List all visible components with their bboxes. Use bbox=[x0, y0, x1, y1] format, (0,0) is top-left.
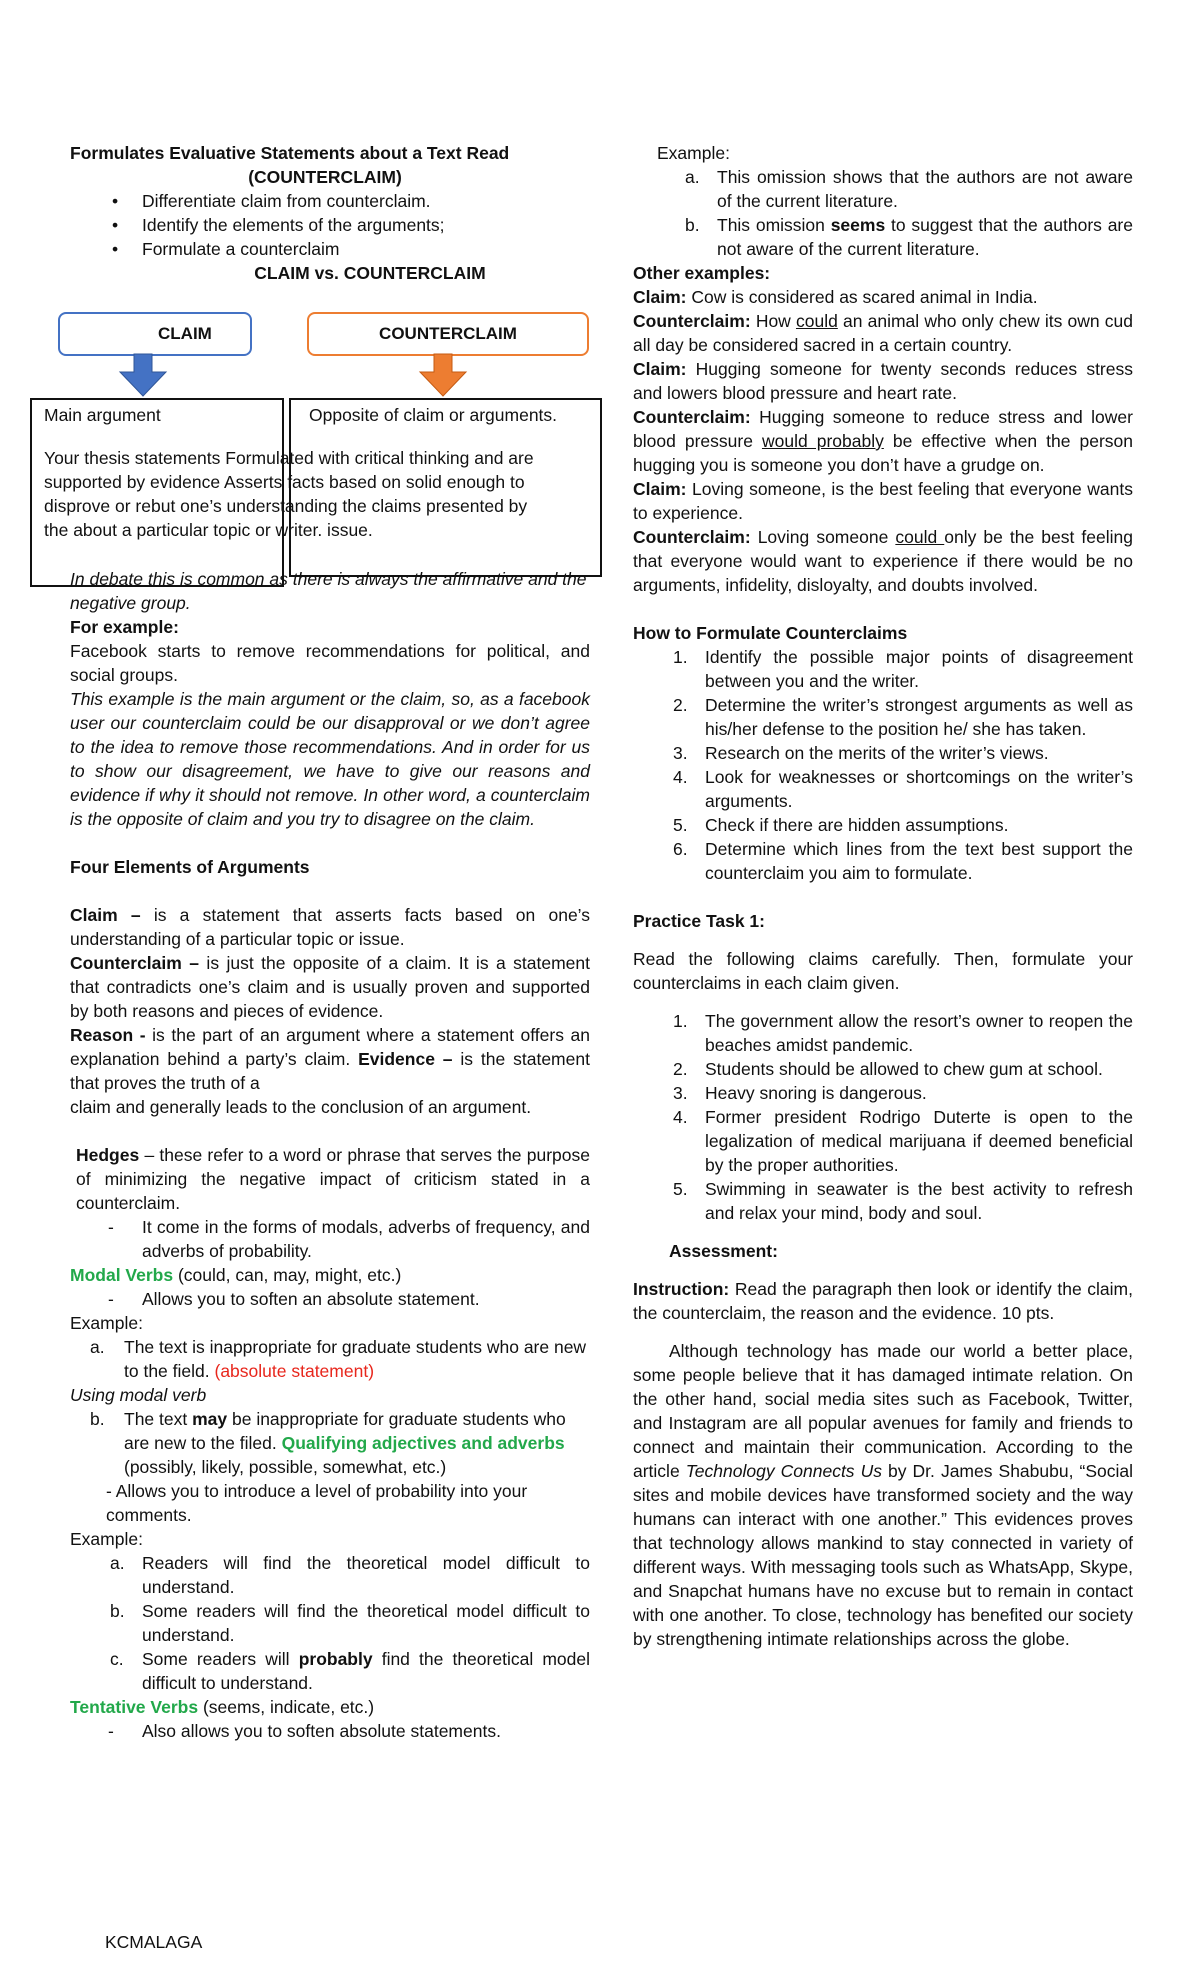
for-example-label: For example: bbox=[70, 617, 179, 637]
readers-example-item bbox=[70, 1647, 590, 1695]
example-pair bbox=[633, 525, 1133, 597]
using-modal: Using modal verb bbox=[70, 1385, 207, 1405]
how-step-text: Look for weaknesses or shortcomings on the writer’s arguments. bbox=[705, 767, 1133, 811]
example-pair bbox=[633, 357, 1133, 405]
assessment-paragraph bbox=[633, 1339, 1133, 1651]
example-label: Example: bbox=[70, 1313, 143, 1333]
pair-text: Hugging someone for twenty seconds reduces stress and lowers blood pressure and heart rate. bbox=[633, 359, 1133, 403]
how-step-text: Determine the writer’s strongest arguments as well as his/her defense to the position he/ she has taken. bbox=[705, 695, 1133, 739]
left-column-body bbox=[70, 567, 590, 1743]
how-step-number: 1. bbox=[673, 647, 688, 667]
readers-examples bbox=[70, 1551, 590, 1695]
claim-def: is a statement that asserts facts based on one’s understanding of a particular topic or issue. bbox=[70, 905, 590, 949]
pair-label: Claim: bbox=[633, 359, 687, 379]
element-evidence-cont: claim and generally leads to the conclusion of an argument. bbox=[70, 1097, 532, 1117]
how-steps-list bbox=[633, 645, 1133, 885]
example-b bbox=[70, 1407, 590, 1479]
elements-heading: Four Elements of Arguments bbox=[70, 857, 310, 877]
diagram-subtitle: CLAIM vs. COUNTERCLAIM bbox=[254, 263, 486, 283]
tentative-examples: (seems, indicate, etc.) bbox=[198, 1697, 375, 1717]
pair-text-post: only be the best feeling that everyone would want to experience if there would be no arguments, infidelity, disloyalty, and doubts involved. bbox=[633, 527, 1133, 595]
claim-pill-label: CLAIM bbox=[158, 324, 212, 343]
main-argument-text: Main argument bbox=[44, 405, 161, 425]
readers-example-text: Readers will find the theoretical model difficult to understand. bbox=[142, 1553, 590, 1597]
how-step-text: Identify the possible major points of disagreement between you and the writer. bbox=[705, 647, 1133, 691]
example-b-marker: b. bbox=[90, 1409, 105, 1429]
hedges-definition bbox=[70, 1143, 590, 1215]
opposite-text: Opposite of claim or arguments. bbox=[309, 405, 558, 425]
example-a-text: The text is inappropriate for graduate students who are new to the field. bbox=[124, 1337, 587, 1381]
example-pair bbox=[633, 285, 1133, 309]
practice-item bbox=[633, 1081, 1133, 1105]
pair-underlined: could bbox=[795, 311, 838, 331]
objective-item: • Identify the elements of the arguments; bbox=[70, 213, 590, 237]
objective-item: • Differentiate claim from counterclaim. bbox=[70, 189, 590, 213]
absolute-statement: (absolute statement) bbox=[214, 1361, 375, 1381]
pair-text-post: be effective when the person hugging you is someone you don’t have a grudge on. bbox=[633, 431, 1133, 475]
how-step bbox=[633, 813, 1133, 837]
hedges-forms: - It come in the forms of modals, adverbs of frequency, and adverbs of probability. bbox=[70, 1215, 590, 1263]
readers-example-bold: probably bbox=[298, 1649, 373, 1669]
how-step bbox=[633, 645, 1133, 693]
omission-b-bold: seems bbox=[830, 215, 886, 235]
other-examples-heading: Other examples: bbox=[633, 263, 771, 283]
hedges-def: – these refer to a word or phrase that serves the purpose of minimizing the negative impact of criticism stated in a counterclaim. bbox=[76, 1145, 590, 1213]
counterclaim-down-arrow-icon bbox=[420, 354, 466, 396]
practice-item-text: Students should be allowed to chew gum at school. bbox=[705, 1059, 1103, 1079]
tentative-desc: - Also allows you to soften absolute statements. bbox=[70, 1719, 590, 1743]
element-claim bbox=[70, 903, 590, 951]
example-b-pre: The text bbox=[124, 1409, 193, 1429]
example-a-marker: a. bbox=[90, 1337, 105, 1357]
debate-note: In debate this is common as there is always the affirmative and the negative group. bbox=[70, 569, 587, 613]
how-step-text: Determine which lines from the text best support the counterclaim you aim to formulate. bbox=[705, 839, 1133, 883]
omission-a-marker: a. bbox=[685, 167, 700, 187]
example-pair bbox=[633, 309, 1133, 357]
practice-item-text: Former president Rodrigo Duterte is open to the legalization of medical marijuana if deemed beneficial by the proper authorities. bbox=[705, 1107, 1133, 1175]
readers-example-item bbox=[70, 1551, 590, 1599]
how-step bbox=[633, 765, 1133, 813]
footer-author: KCMALAGA bbox=[105, 1932, 203, 1952]
how-step bbox=[633, 693, 1133, 741]
readers-example-marker: c. bbox=[110, 1649, 124, 1669]
reason-term: Reason - bbox=[70, 1025, 146, 1045]
pair-underlined: could bbox=[895, 527, 945, 547]
evidence-term: Evidence – bbox=[358, 1049, 453, 1069]
claim-explanation: This example is the main argument or the claim, so, as a facebook user our counterclaim could be our disapproval or we don’t agree to the idea to remove those recommendations. And in order for us to show our disagreement, we have to give our reasons and evidence if why it should not remove. In other word, a counterclaim is the opposite of claim and you try to disagree on the claim. bbox=[70, 689, 590, 829]
practice-list bbox=[633, 1009, 1133, 1225]
reason-def: is the part of an argument where a statement offers an explanation behind a party’s claim. bbox=[70, 1025, 590, 1069]
example-b-post: be inappropriate for graduate students who are new to the filed. bbox=[124, 1409, 566, 1453]
readers-example-marker: a. bbox=[110, 1553, 125, 1573]
instruction-label: Instruction: bbox=[633, 1279, 730, 1299]
how-step-text: Research on the merits of the writer’s views. bbox=[705, 743, 1049, 763]
thesis-text bbox=[44, 446, 534, 542]
element-counterclaim bbox=[70, 951, 590, 1023]
pair-label: Counterclaim: bbox=[633, 311, 751, 331]
instruction bbox=[633, 1277, 1133, 1325]
pair-label: Claim: bbox=[633, 287, 687, 307]
hedges-term: Hedges bbox=[76, 1145, 140, 1165]
paragraph-pre: Although technology has made our world a better place, some people believe that it has damaged intimate relation. On the other hand, social media sites such as Facebook, Twitter, and Instagram are all popular avenues for family and friends to connect and maintain their communication. According to the article bbox=[633, 1341, 1133, 1481]
pair-text: Cow is considered as scared animal in India. bbox=[686, 287, 1038, 307]
pair-text: Loving someone, is the best feeling that everyone wants to experience. bbox=[633, 479, 1133, 523]
thesis-line: disprove or rebut one’s understanding the claims presented by bbox=[44, 496, 528, 516]
page-title-line2: (COUNTERCLAIM) bbox=[248, 167, 402, 187]
how-step bbox=[633, 741, 1133, 765]
omission-b-post: to suggest that the authors are not aware of the current literature. bbox=[717, 215, 1133, 259]
how-step-number: 3. bbox=[673, 743, 688, 763]
readers-example-text: Some readers will find the theoretical model difficult to understand. bbox=[142, 1601, 590, 1645]
practice-item-number: 3. bbox=[673, 1083, 688, 1103]
readers-example-text: Some readers will bbox=[142, 1649, 299, 1669]
claim-counterclaim-pairs bbox=[633, 285, 1133, 597]
how-step-number: 4. bbox=[673, 767, 688, 787]
counterclaim-term: Counterclaim – bbox=[70, 953, 199, 973]
evidence-def-1: is the statement that proves the truth of a bbox=[70, 1049, 590, 1093]
practice-item-number: 1. bbox=[673, 1011, 688, 1031]
modal-verbs-label: Modal Verbs bbox=[70, 1265, 174, 1285]
pair-text-post: an animal who only chew its own cud all day be considered sacred in a certain country. bbox=[633, 311, 1133, 355]
paragraph-post: by Dr. James Shabubu, “Social sites and mobile devices have transformed society and the way humans can interact with one another.” This evidences proves that technology allows mankind to stay connected in variety of different ways. With messaging tools such as WhatsApp, Skype, and Snapchat humans have no excuse but to remain in contact with one another. To close, technology has benefited our society by strengthening intimate relationships across the globe. bbox=[633, 1461, 1133, 1649]
pair-text: Hugging someone to reduce stress and lower blood pressure bbox=[633, 407, 1133, 451]
practice-item bbox=[633, 1009, 1133, 1057]
pair-text: Loving someone bbox=[750, 527, 896, 547]
practice-item-text: Heavy snoring is dangerous. bbox=[705, 1083, 927, 1103]
objective-item: • Formulate a counterclaim bbox=[70, 237, 590, 261]
practice-item bbox=[633, 1177, 1133, 1225]
example-a bbox=[70, 1335, 590, 1383]
claim-term: Claim – bbox=[70, 905, 141, 925]
paragraph-title: Technology Connects Us bbox=[685, 1461, 882, 1481]
qualifying-label: Qualifying adjectives and adverbs bbox=[281, 1433, 565, 1453]
modal-verbs-examples: (could, can, may, might, etc.) bbox=[173, 1265, 402, 1285]
how-step-text: Check if there are hidden assumptions. bbox=[705, 815, 1009, 835]
pair-label: Counterclaim: bbox=[633, 407, 751, 427]
practice-item-number: 5. bbox=[673, 1179, 688, 1199]
qualifying-examples: (possibly, likely, possible, somewhat, etc.) bbox=[124, 1457, 447, 1477]
practice-heading: Practice Task 1: bbox=[633, 911, 765, 931]
practice-item-text: The government allow the resort’s owner to reopen the beaches amidst pandemic. bbox=[705, 1011, 1133, 1055]
qualifying-desc-text: - Allows you to introduce a level of probability into your comments. bbox=[106, 1481, 528, 1525]
qualifying-desc bbox=[70, 1479, 590, 1527]
pair-text: How bbox=[750, 311, 796, 331]
practice-item bbox=[633, 1057, 1133, 1081]
thesis-line: the about a particular topic or writer. issue. bbox=[44, 520, 373, 540]
element-reason bbox=[70, 1023, 590, 1095]
how-step-number: 6. bbox=[673, 839, 688, 859]
facebook-example: Facebook starts to remove recommendations for political, and social groups. bbox=[70, 641, 590, 685]
how-step-number: 5. bbox=[673, 815, 688, 835]
omission-a bbox=[633, 165, 1133, 213]
example2-label: Example: bbox=[70, 1529, 143, 1549]
assessment-heading: Assessment: bbox=[669, 1241, 778, 1261]
practice-instruction: Read the following claims carefully. Then, formulate your counterclaims in each claim given. bbox=[633, 949, 1133, 993]
pair-label: Claim: bbox=[633, 479, 687, 499]
readers-example-post: find the theoretical model difficult to understand. bbox=[142, 1649, 590, 1693]
instruction-text: Read the paragraph then look or identify the claim, the counterclaim, the reason and the evidence. 10 pts. bbox=[633, 1279, 1133, 1323]
modal-soften: - Allows you to soften an absolute statement. bbox=[70, 1287, 590, 1311]
practice-item bbox=[633, 1105, 1133, 1177]
readers-example-item bbox=[70, 1599, 590, 1647]
pair-label: Counterclaim: bbox=[633, 527, 751, 547]
omission-example-label: Example: bbox=[657, 143, 730, 163]
example-pair bbox=[633, 477, 1133, 525]
tentative-label: Tentative Verbs bbox=[70, 1697, 199, 1717]
claim-down-arrow-icon bbox=[120, 354, 166, 396]
practice-item-number: 4. bbox=[673, 1107, 688, 1127]
how-heading: How to Formulate Counterclaims bbox=[633, 623, 908, 643]
practice-item-number: 2. bbox=[673, 1059, 688, 1079]
how-step-number: 2. bbox=[673, 695, 688, 715]
thesis-line: Your thesis statements Formulated with critical thinking and are bbox=[44, 448, 534, 468]
modal-verbs-line bbox=[70, 1263, 590, 1287]
practice-item-text: Swimming in seawater is the best activity to refresh and relax your mind, body and soul. bbox=[705, 1179, 1133, 1223]
readers-example-marker: b. bbox=[110, 1601, 125, 1621]
right-column bbox=[633, 141, 1133, 1651]
thesis-line: supported by evidence Asserts facts based on solid enough to bbox=[44, 472, 525, 492]
omission-a-text: This omission shows that the authors are not aware of the current literature. bbox=[717, 167, 1133, 211]
how-step bbox=[633, 837, 1133, 885]
counterclaim-pill-label: COUNTERCLAIM bbox=[379, 324, 517, 343]
tentative-line bbox=[70, 1695, 590, 1719]
pair-underlined: would probably bbox=[761, 431, 884, 451]
example-pair bbox=[633, 405, 1133, 477]
omission-b bbox=[633, 213, 1133, 261]
omission-b-marker: b. bbox=[685, 215, 700, 235]
page-title-line1: Formulates Evaluative Statements about a Text Read bbox=[70, 143, 510, 163]
counterclaim-def: is just the opposite of a claim. It is a statement that contradicts one’s claim and is usually proven and supported by both reasons and pieces of evidence. bbox=[70, 953, 590, 1021]
omission-b-pre: This omission bbox=[717, 215, 831, 235]
example-b-may: may bbox=[192, 1409, 228, 1429]
